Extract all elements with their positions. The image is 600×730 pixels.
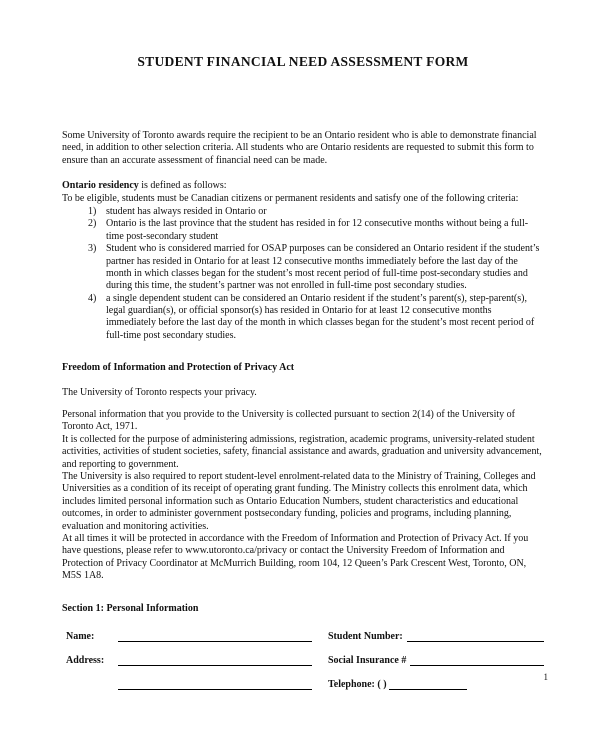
student-number-label: Student Number:: [328, 630, 403, 642]
residency-heading-bold: Ontario residency: [62, 180, 139, 192]
page-title: STUDENT FINANCIAL NEED ASSESSMENT FORM: [137, 54, 469, 69]
residency-heading-rest: is defined as follows:: [138, 180, 227, 192]
form-row-address2-telephone: [66, 679, 544, 690]
personal-information-form: [66, 631, 544, 690]
name-label: Name:: [66, 630, 95, 642]
page-number: 1: [543, 672, 548, 682]
privacy-block: [62, 409, 544, 582]
form-row-address: [66, 655, 544, 666]
address-line: [118, 655, 312, 666]
student-number-line: [407, 631, 544, 642]
criteria-item-3: Student who is considered married for OSAP purposes can be considered an Ontario resident if the student’s partner has resided in Ontario for at least 12 consecutive months immediately before the last day of the month in which classes began for the student’s most recent period of full-time post-secondary studies and during this time, the student’s partner was not enrolled in full-time post secondary studies.: [106, 243, 540, 292]
sin-line: [410, 655, 544, 666]
criteria-item-1: student has always resided in Ontario or: [106, 205, 267, 217]
residency-criteria-list: [88, 206, 544, 342]
privacy-paragraph-4: The University is also required to report student-level enrolment-related data to the Ministry of Training, Colleges and Universities as a condition of its receipt of operating grant funding. The Ministry collects this enrolment data, which includes limited personal information such as Ontario Education Numbers, student characteristics and educational outcomes, in order to administer government postsecondary funding, policies and programs, including planning, evaluation and monitoring activities.: [62, 470, 536, 532]
residency-intro: To be eligible, students must be Canadian citizens or permanent residents and satisfy one of the following criteria:: [62, 192, 519, 204]
privacy-heading: Freedom of Information and Protection of Privacy Act: [62, 362, 295, 374]
privacy-paragraph-1: The University of Toronto respects your privacy.: [62, 386, 257, 398]
privacy-paragraph-5: At all times it will be protected in accordance with the Freedom of Information and Protection of Privacy Act. If you have questions, please refer to www.utoronto.ca/privacy or contact the University Freedom of Information and Protection of Privacy Coordinator at McMurrich Building, room 104, 12 Queen’s Park Crescent West, Toronto, ON, M5S 1A8.: [62, 532, 529, 582]
privacy-paragraph-2: Personal information that you provide to the University is collected pursuant to section 2(14) of the University of Toronto Act, 1971.: [62, 409, 515, 433]
form-row-name: [66, 631, 544, 642]
criteria-item-2: Ontario is the last province that the student has resided in for 12 consecutive months without being a full-time post-secondary student: [106, 218, 529, 242]
residency-heading: [62, 180, 544, 192]
section1-heading: Section 1: Personal Information: [62, 602, 199, 614]
name-line: [118, 631, 312, 642]
address-label: Address:: [66, 654, 105, 666]
sin-label: Social Insurance #: [328, 654, 407, 666]
intro-paragraph: Some University of Toronto awards require the recipient to be an Ontario resident who is able to demonstrate financial need, in addition to other selection criteria. All students who are Ontario residents are requested to submit this form to ensure than an accurate assessment of financial need can be made.: [62, 130, 537, 166]
criteria-item-4: a single dependent student can be considered an Ontario resident if the student’s parent(s), step-parent(s), legal guardian(s), or official sponsor(s) has resided in Ontario for at least 12 consecutive months immediately before the last day of the month in which classes began for the student’s most recent period of full-time post secondary studies.: [106, 292, 535, 341]
telephone-line: [389, 679, 467, 690]
telephone-label: Telephone: ( ): [328, 678, 387, 690]
address-line-2: [118, 679, 312, 690]
privacy-paragraph-3: It is collected for the purpose of administering admissions, registration, academic programs, university-related student activities, activities of student societies, safety, financial assistance and awards, graduation and university advancement, and reporting to government.: [62, 433, 542, 470]
